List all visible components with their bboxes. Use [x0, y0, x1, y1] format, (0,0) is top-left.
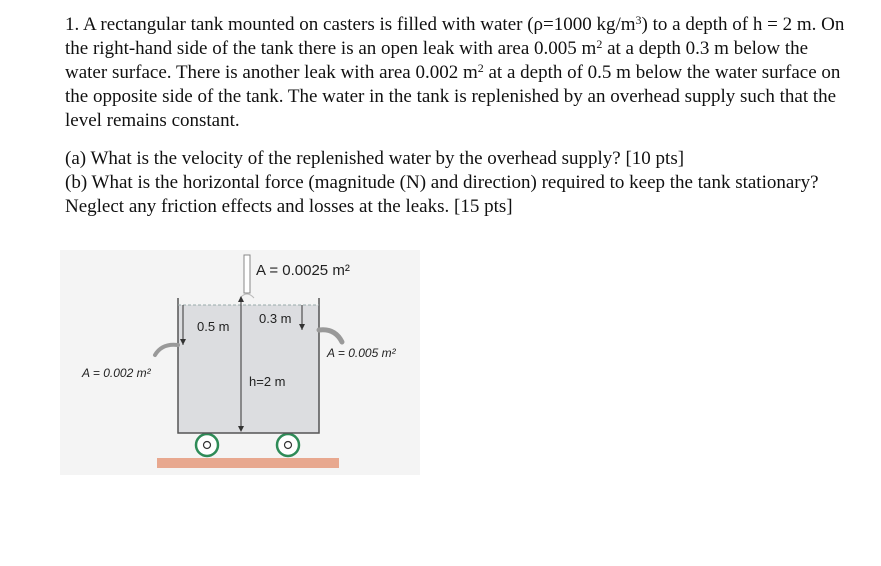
- h-arrowhead-top: [238, 296, 244, 302]
- intro-text-3: at a depth 0.3 m below the water surface. There is another leak with area 0.002 m: [65, 38, 809, 83]
- intro-sup-2: 2: [596, 37, 603, 51]
- intro-sup-1: 3: [635, 13, 642, 27]
- supply-pipe: [244, 255, 250, 293]
- right-wheel: [277, 434, 299, 456]
- intro-text-4: at a depth of 0.5 m below the water surface on the opposite side of the tank. The water in the tank is replenished by an overhead supply such that the level remains constant.: [65, 62, 841, 131]
- left-depth-label: 0.5 m: [197, 319, 230, 334]
- intro-sup-3: 2: [477, 61, 484, 75]
- tank-figure: [60, 250, 420, 475]
- right-leak-jet: [319, 330, 342, 342]
- left-wheel: [196, 434, 218, 456]
- intro-text-2: ) to a depth of h = 2 m. On the right-hand side of the tank there is an open leak with area 0.005 m: [65, 14, 845, 59]
- left-leak-area-label: A = 0.002 m²: [82, 366, 151, 380]
- water-depth-label: h=2 m: [249, 374, 286, 389]
- tank-diagram: [60, 250, 420, 475]
- question-a: (a) What is the velocity of the replenished water by the overhead supply? [10 pts]: [65, 148, 685, 169]
- supply-area-label: A = 0.0025 m²: [256, 262, 350, 279]
- right-depth-label: 0.3 m: [259, 311, 292, 326]
- question-b: (b) What is the horizontal force (magnitude (N) and direction) required to keep the tank stationary? Neglect any friction effects and losses at the leaks. [15 pts]: [65, 172, 819, 217]
- problem-text: [65, 13, 845, 219]
- supply-splash: [240, 294, 254, 298]
- left-leak-jet: [155, 345, 178, 355]
- intro-text-1: 1. A rectangular tank mounted on casters is filled with water (ρ=1000 kg/m: [65, 14, 636, 35]
- problem-intro: [65, 13, 845, 133]
- right-leak-area-label: A = 0.005 m²: [327, 346, 396, 360]
- ground: [157, 458, 339, 468]
